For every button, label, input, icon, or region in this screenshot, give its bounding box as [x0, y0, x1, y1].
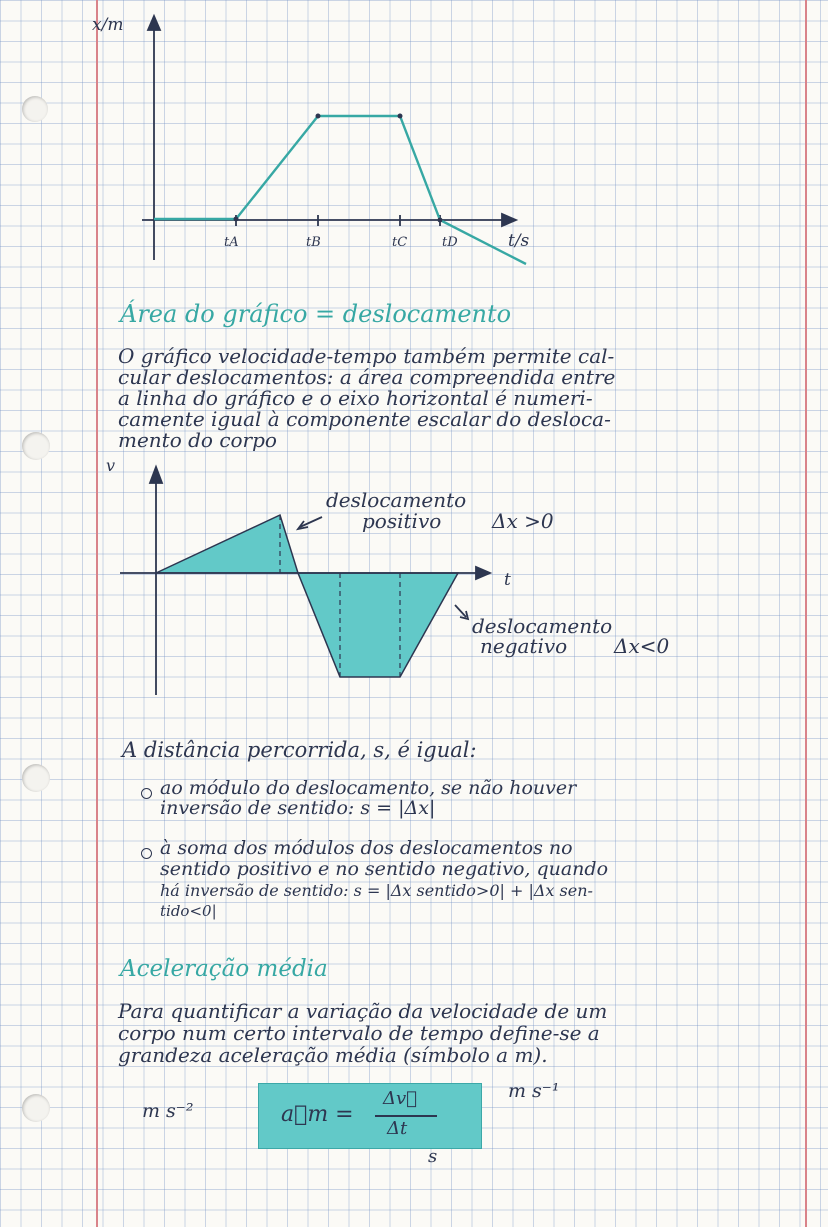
negative-area	[298, 573, 458, 677]
formula-denominator: Δt	[387, 1118, 408, 1139]
tick-label: tA	[224, 235, 239, 250]
text-line: corpo num certo intervalo de tempo define-se a	[118, 1021, 600, 1045]
tick-label: tC	[392, 235, 408, 250]
text-line: há inversão de sentido: s = |Δx sentido>0| + |Δx sen-	[160, 881, 593, 900]
formula-numerator: Δv⃗	[383, 1088, 417, 1109]
y-axis-arrow-icon	[150, 467, 162, 483]
fraction-bar	[375, 1115, 437, 1117]
text-line: à soma dos módulos dos deslocamentos no	[160, 837, 573, 859]
bullet-icon	[141, 848, 152, 859]
bullet-icon	[141, 788, 152, 799]
text-line: grandeza aceleração média (símbolo a m).	[118, 1043, 548, 1067]
section-intro: A distância percorrida, s, é igual:	[122, 738, 477, 762]
text-line: sentido positivo e no sentido negativo, quando	[160, 858, 609, 880]
arrow-to-negative	[455, 605, 466, 617]
y-axis-label: x/m	[92, 15, 124, 35]
right-margin-line	[805, 0, 807, 1227]
y-axis-arrow-icon	[148, 16, 160, 30]
annotation-text: Δx<0	[614, 634, 670, 658]
text-line: camente igual à componente escalar do desloca-	[118, 407, 611, 431]
y-axis-label: v	[106, 456, 116, 475]
tick-label: tB	[306, 235, 321, 250]
binder-hole	[22, 432, 50, 460]
annotation-text: deslocamento	[472, 614, 613, 638]
formula-lhs: a⃗m =	[281, 1102, 354, 1127]
annotation-text: positivo	[362, 509, 442, 533]
section-paragraph	[118, 346, 798, 451]
unit-label: s	[428, 1146, 438, 1167]
annotation-text: deslocamento	[326, 488, 467, 512]
annotation-text: Δx >0	[492, 509, 554, 533]
bullet-item	[160, 778, 828, 818]
tick-label: tD	[442, 235, 458, 250]
text-line: ao módulo do deslocamento, se não houver	[160, 777, 577, 799]
x-axis-label: t	[504, 570, 511, 590]
position-time-graph	[80, 0, 560, 275]
text-line: O gráfico velocidade-tempo também permite cal-	[118, 344, 615, 368]
text-line: Para quantificar a variação da velocidade de um	[118, 999, 608, 1023]
unit-label: m s⁻²	[142, 1100, 194, 1122]
formula-box	[258, 1083, 482, 1149]
annotation-text: negativo	[480, 634, 568, 658]
section-heading: Aceleração média	[120, 956, 328, 982]
x-axis-label: t/s	[508, 231, 530, 251]
velocity-time-graph	[100, 455, 720, 715]
text-line: inversão de sentido: s = |Δx|	[160, 797, 436, 819]
section-paragraph	[118, 1000, 798, 1066]
text-line: a linha do gráfico e o eixo horizontal é numeri-	[118, 386, 593, 410]
positive-area	[156, 515, 298, 573]
x-axis-arrow-icon	[476, 567, 490, 579]
x-axis-arrow-icon	[502, 214, 516, 226]
text-line: tido<0|	[160, 902, 217, 920]
binder-hole	[22, 96, 48, 122]
unit-label: m s⁻¹	[508, 1080, 560, 1102]
bullet-item	[160, 838, 828, 922]
position-curve	[154, 116, 526, 264]
section-heading: Área do gráfico = deslocamento	[120, 300, 512, 328]
binder-hole	[22, 1094, 50, 1122]
text-line: mento do corpo	[118, 428, 277, 452]
binder-hole	[22, 764, 50, 792]
text-line: cular deslocamentos: a área compreendida entre	[118, 365, 616, 389]
